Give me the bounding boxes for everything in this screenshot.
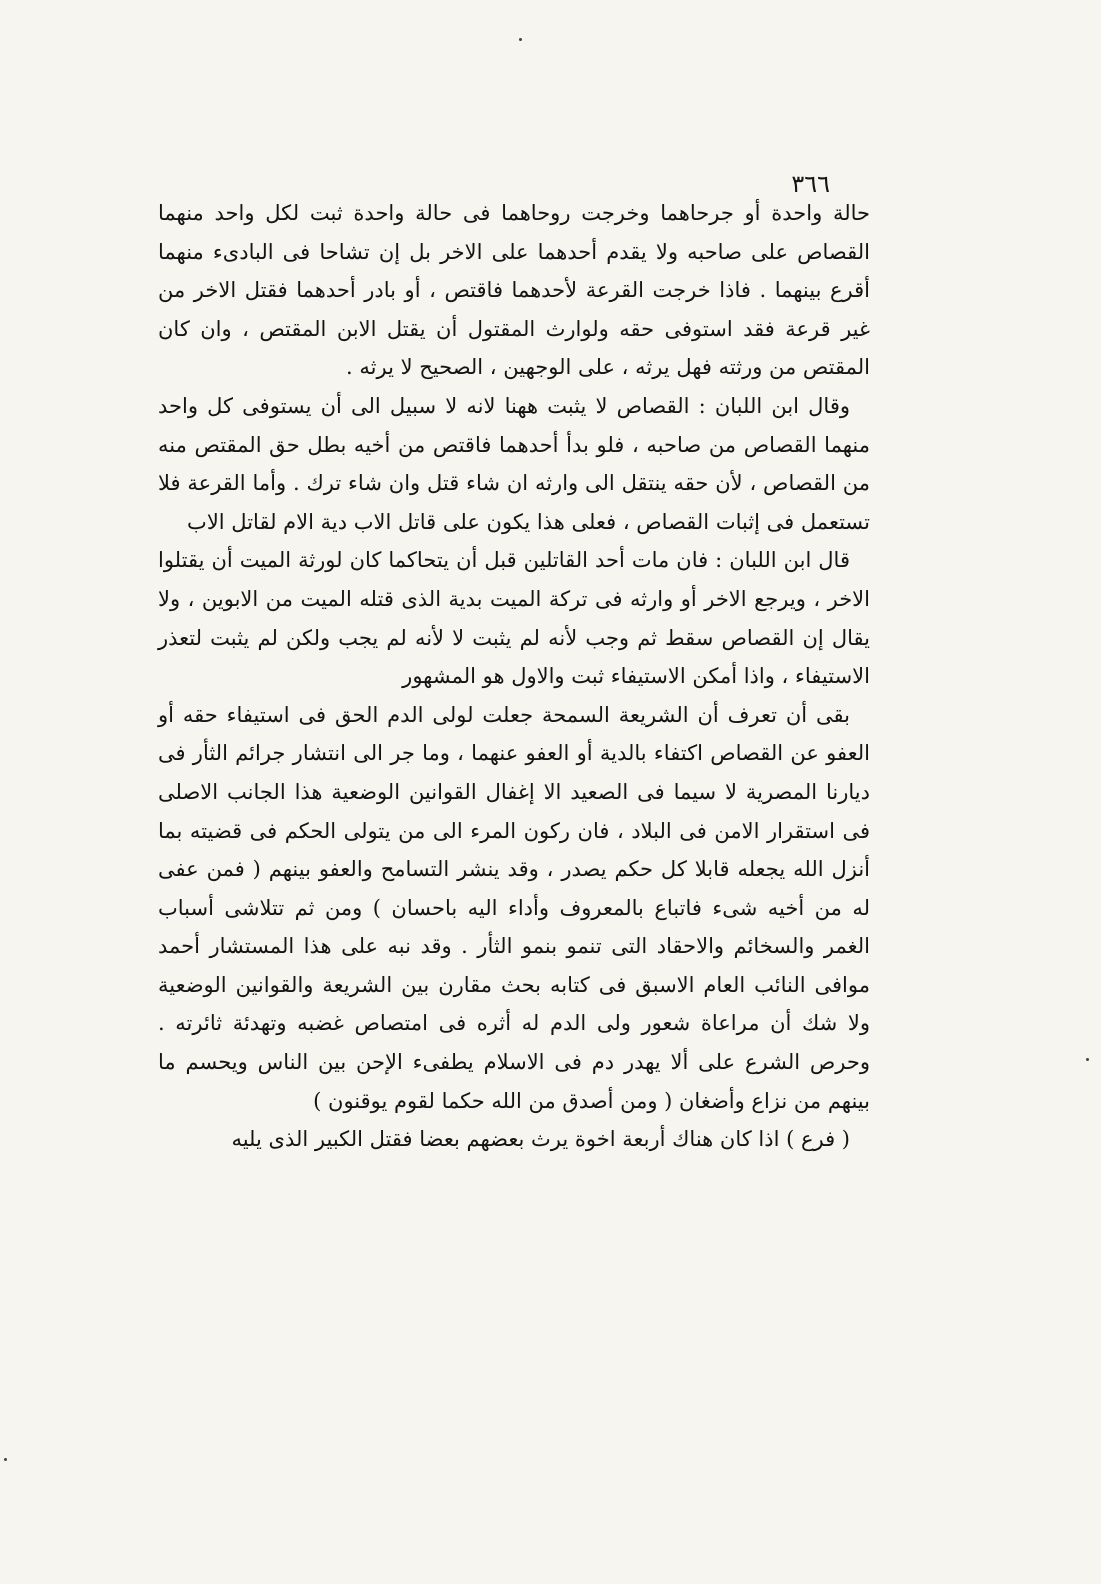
scan-speck <box>519 38 522 41</box>
paragraph-1: حالة واحدة أو جرحاهما وخرجت روحاهما فى حالة واحدة ثبت لكل واحد منهما القصاص على صاحبه ولا يقدم أحدهما على الاخر بل إن تشاحا فى البادىء منهما أقرع بينهما . فاذا خرجت القرعة لأحدهما فاقتص ، أو بادر أحدهما فقتل الاخر من غير قرعة فقد استوفى حقه ولوارث المقتول أن يقتل الابن المقتص ، وان كان المقتص من ورثته فهل يرثه ، على الوجهين ، الصحيح لا يرثه . <box>158 201 870 380</box>
paragraph-3: قال ابن اللبان : فان مات أحد القاتلين قبل أن يتحاكما كان لورثة الميت أن يقتلوا الاخر ، ويرجع الاخر أو وارثه فى تركة الميت بدية الذى قتله الميت من الابوين ، ولا يقال إن القصاص سقط ثم وجب لأنه لم يثبت لا لأنه لم يجب ولكن لم يثبت لتعذر الاستيفاء ، واذا أمكن الاستيفاء ثبت والاول هو المشهور <box>158 548 870 689</box>
paragraph-4: بقى أن تعرف أن الشريعة السمحة جعلت لولى الدم الحق فى استيفاء حقه أو العفو عن القصاص اكتفاء بالدية أو العفو عنهما ، وما جر الى انتشار جرائم الثأر فى ديارنا المصرية لا سيما فى الصعيد الا إغفال القوانين الوضعية هذا الجانب الاصلى فى استقرار الامن فى البلاد ، فان ركون المرء الى من يتولى الحكم فى قضيته بما أنزل الله يجعله قابلا كل حكم يصدر ، وقد ينشر التسامح والعفو بينهم ( فمن عفى له من أخيه شىء فاتباع بالمعروف وأداء اليه باحسان ) ومن ثم تتلاشى أسباب الغمر والسخائم والاحقاد التى تنمو بنمو الثأر . وقد نبه على هذا المستشار أحمد موافى النائب العام الاسبق فى كتابه بحث مقارن بين الشريعة والقوانين الوضعية ولا شك أن مراعاة شعور ولى الدم له أثره فى امتصاص غضبه وتهدئة ثائرته . وحرص الشرع على ألا يهدر دم فى الاسلام يطفىء الإحن بين الناس ويحسم ما بينهم من نزاع وأضغان ( ومن أصدق من الله حكما لقوم يوقنون ) <box>158 702 870 1113</box>
scan-speck <box>4 1458 7 1461</box>
page-number: ٣٦٦ <box>791 170 830 198</box>
scan-speck <box>1086 1058 1089 1061</box>
paragraph-5: ( فرع ) اذا كان هناك أربعة اخوة يرث بعضهم بعضا فقتل الكبير الذى يليه <box>231 1127 850 1152</box>
paragraph-2: وقال ابن اللبان : القصاص لا يثبت ههنا لانه لا سبيل الى أن يستوفى كل واحد منهما القصاص من صاحبه ، فلو بدأ أحدهما فاقتص من أخيه بطل حق المقتص منه من القصاص ، لأن حقه ينتقل الى وارثه ان شاء قتل وان شاء ترك . وأما القرعة فلا تستعمل فى إثبات القصاص ، فعلى هذا يكون على قاتل الاب دية الام لقاتل الاب <box>158 393 870 534</box>
body-text <box>158 194 870 1159</box>
